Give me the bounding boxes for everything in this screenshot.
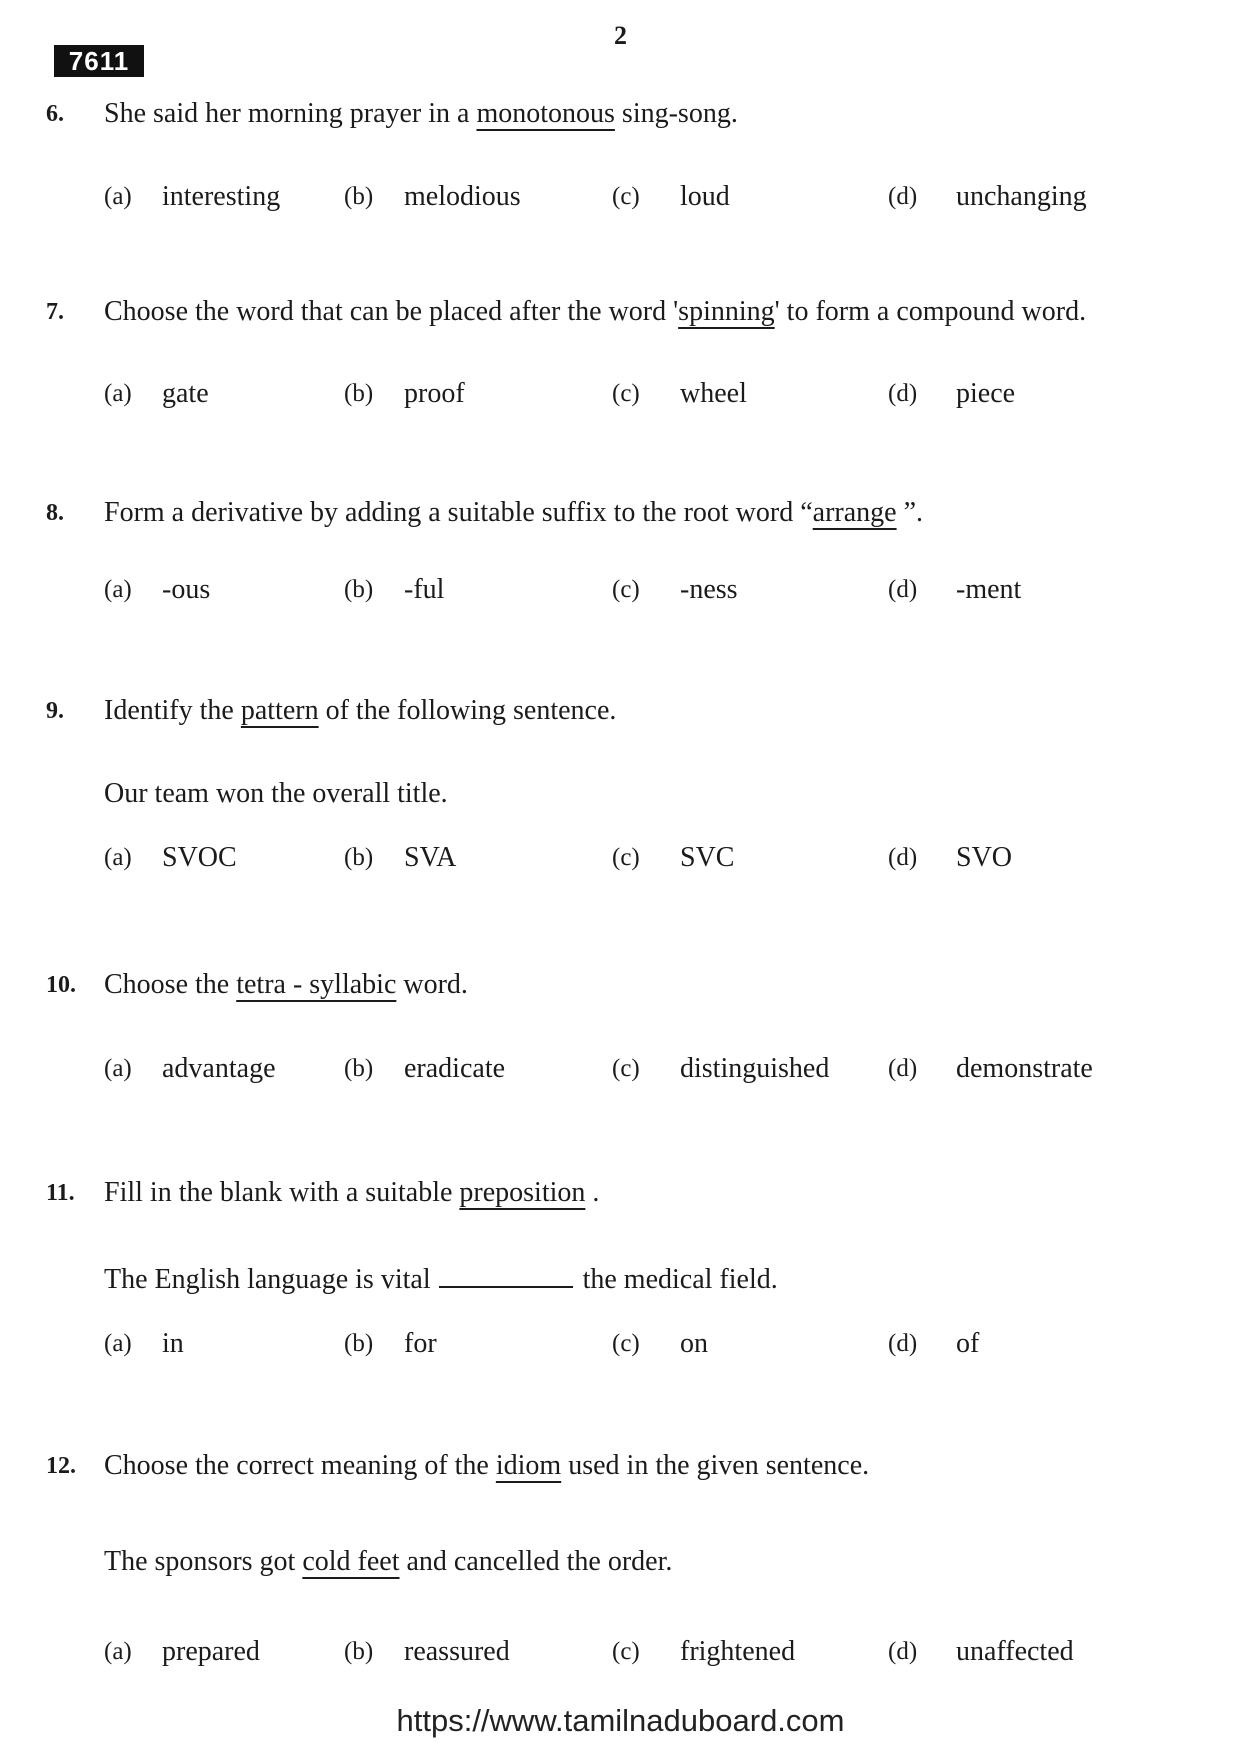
paper-code-badge: 7611 xyxy=(54,45,144,77)
option-b-text: proof xyxy=(404,378,465,409)
option-b-text: for xyxy=(404,1328,437,1359)
option-d-label: (d) xyxy=(888,1055,918,1082)
question-text-before: Identify the xyxy=(104,695,241,726)
options-row xyxy=(0,574,1241,606)
option-c-text: wheel xyxy=(680,378,747,409)
example-sentence-before: The sponsors got xyxy=(104,1546,303,1577)
option-c-label: (c) xyxy=(612,380,640,407)
option-a-text: -ous xyxy=(162,574,211,605)
options-row xyxy=(0,378,1241,410)
question-number: 8. xyxy=(46,500,64,526)
question-text-before: She said her morning prayer in a xyxy=(104,98,477,129)
answer-blank xyxy=(439,1262,573,1288)
example-sentence-after: the medical field. xyxy=(582,1264,778,1295)
question-text-before: Choose the word that can be placed after the word ' xyxy=(104,296,679,327)
option-b-text: reassured xyxy=(404,1636,510,1667)
underlined-idiom: cold feet xyxy=(302,1546,400,1577)
question-text-before: Choose the xyxy=(104,969,237,1000)
option-a-label: (a) xyxy=(104,183,132,210)
option-c-text: SVC xyxy=(680,842,735,873)
option-b-label: (b) xyxy=(344,1330,374,1357)
example-sentence-before: The English language is vital xyxy=(104,1264,431,1295)
underlined-keyword: tetra - syllabic xyxy=(236,969,397,1000)
option-a-label: (a) xyxy=(104,844,132,871)
question-text-after: used in the given sentence. xyxy=(561,1450,870,1481)
question-text-after: word. xyxy=(396,969,468,1000)
question-number: 7. xyxy=(46,299,64,325)
option-a-text: interesting xyxy=(162,181,281,212)
option-c-text: on xyxy=(680,1328,708,1359)
question-text-after: ”. xyxy=(896,497,924,528)
question-text xyxy=(104,1450,869,1482)
option-d-label: (d) xyxy=(888,576,918,603)
option-a-label: (a) xyxy=(104,1638,132,1665)
option-c-label: (c) xyxy=(612,1055,640,1082)
example-sentence xyxy=(104,778,448,810)
option-c-label: (c) xyxy=(612,1638,640,1665)
question-number: 12. xyxy=(46,1453,76,1479)
option-b-text: melodious xyxy=(404,181,521,212)
underlined-keyword: monotonous xyxy=(476,98,615,129)
underlined-keyword: arrange xyxy=(812,497,897,528)
underlined-keyword: preposition xyxy=(459,1177,586,1208)
question-number: 9. xyxy=(46,698,64,724)
question-text xyxy=(104,296,1086,328)
question-text-after: of the following sentence. xyxy=(318,695,617,726)
option-d-text: piece xyxy=(956,378,1016,409)
question-text xyxy=(104,695,616,727)
page-number: 2 xyxy=(614,21,627,50)
option-a-label: (a) xyxy=(104,1330,132,1357)
option-a-text: prepared xyxy=(162,1636,260,1667)
option-d-text: demonstrate xyxy=(956,1053,1093,1084)
option-b-text: SVA xyxy=(404,842,457,873)
option-a-label: (a) xyxy=(104,380,132,407)
underlined-keyword: pattern xyxy=(240,695,319,726)
option-d-label: (d) xyxy=(888,1638,918,1665)
question-text xyxy=(104,497,923,529)
option-d-label: (d) xyxy=(888,844,918,871)
question-text-before: Form a derivative by adding a suitable suffix to the root word “ xyxy=(104,497,813,528)
option-b-text: -ful xyxy=(404,574,445,605)
option-d-text: unchanging xyxy=(956,181,1087,212)
underlined-keyword: idiom xyxy=(495,1450,562,1481)
option-b-text: eradicate xyxy=(404,1053,506,1084)
options-row xyxy=(0,181,1241,213)
question-text-after: . xyxy=(585,1177,600,1208)
question-text-before: Choose the correct meaning of the xyxy=(104,1450,496,1481)
options-row xyxy=(0,1328,1241,1360)
example-sentence-after: and cancelled the order. xyxy=(399,1546,673,1577)
option-d-text: of xyxy=(956,1328,980,1359)
options-row xyxy=(0,1636,1241,1668)
options-row xyxy=(0,842,1241,874)
question-number: 11. xyxy=(46,1180,75,1206)
question-number: 6. xyxy=(46,101,64,127)
option-a-label: (a) xyxy=(104,576,132,603)
underlined-keyword: spinning xyxy=(678,296,775,327)
question-text-after: ' to form a compound word. xyxy=(774,296,1087,327)
example-sentence xyxy=(104,1546,672,1578)
option-c-label: (c) xyxy=(612,1330,640,1357)
question-text-before: Fill in the blank with a suitable xyxy=(104,1177,460,1208)
option-d-label: (d) xyxy=(888,183,918,210)
option-a-text: advantage xyxy=(162,1053,276,1084)
options-row xyxy=(0,1053,1241,1085)
option-b-label: (b) xyxy=(344,1638,374,1665)
question-text xyxy=(104,1177,599,1209)
option-c-label: (c) xyxy=(612,183,640,210)
option-d-text: -ment xyxy=(956,574,1022,605)
option-b-label: (b) xyxy=(344,576,374,603)
example-sentence-text: Our team won the overall title. xyxy=(104,778,448,809)
option-a-text: gate xyxy=(162,378,209,409)
option-c-text: distinguished xyxy=(680,1053,830,1084)
option-d-text: SVO xyxy=(956,842,1013,873)
option-a-text: SVOC xyxy=(162,842,237,873)
option-a-label: (a) xyxy=(104,1055,132,1082)
option-b-label: (b) xyxy=(344,844,374,871)
option-c-text: loud xyxy=(680,181,730,212)
option-b-label: (b) xyxy=(344,1055,374,1082)
option-a-text: in xyxy=(162,1328,184,1359)
question-text-after: sing-song. xyxy=(614,98,738,129)
question-number: 10. xyxy=(46,972,76,998)
option-c-label: (c) xyxy=(612,576,640,603)
option-c-text: -ness xyxy=(680,574,738,605)
option-b-label: (b) xyxy=(344,380,374,407)
footer-url: https://www.tamilnaduboard.com xyxy=(396,1703,845,1738)
example-sentence xyxy=(104,1262,778,1294)
question-text xyxy=(104,98,738,130)
option-d-label: (d) xyxy=(888,380,918,407)
option-c-label: (c) xyxy=(612,844,640,871)
question-text xyxy=(104,969,468,1001)
option-d-text: unaffected xyxy=(956,1636,1074,1667)
option-c-text: frightened xyxy=(680,1636,796,1667)
option-b-label: (b) xyxy=(344,183,374,210)
option-d-label: (d) xyxy=(888,1330,918,1357)
